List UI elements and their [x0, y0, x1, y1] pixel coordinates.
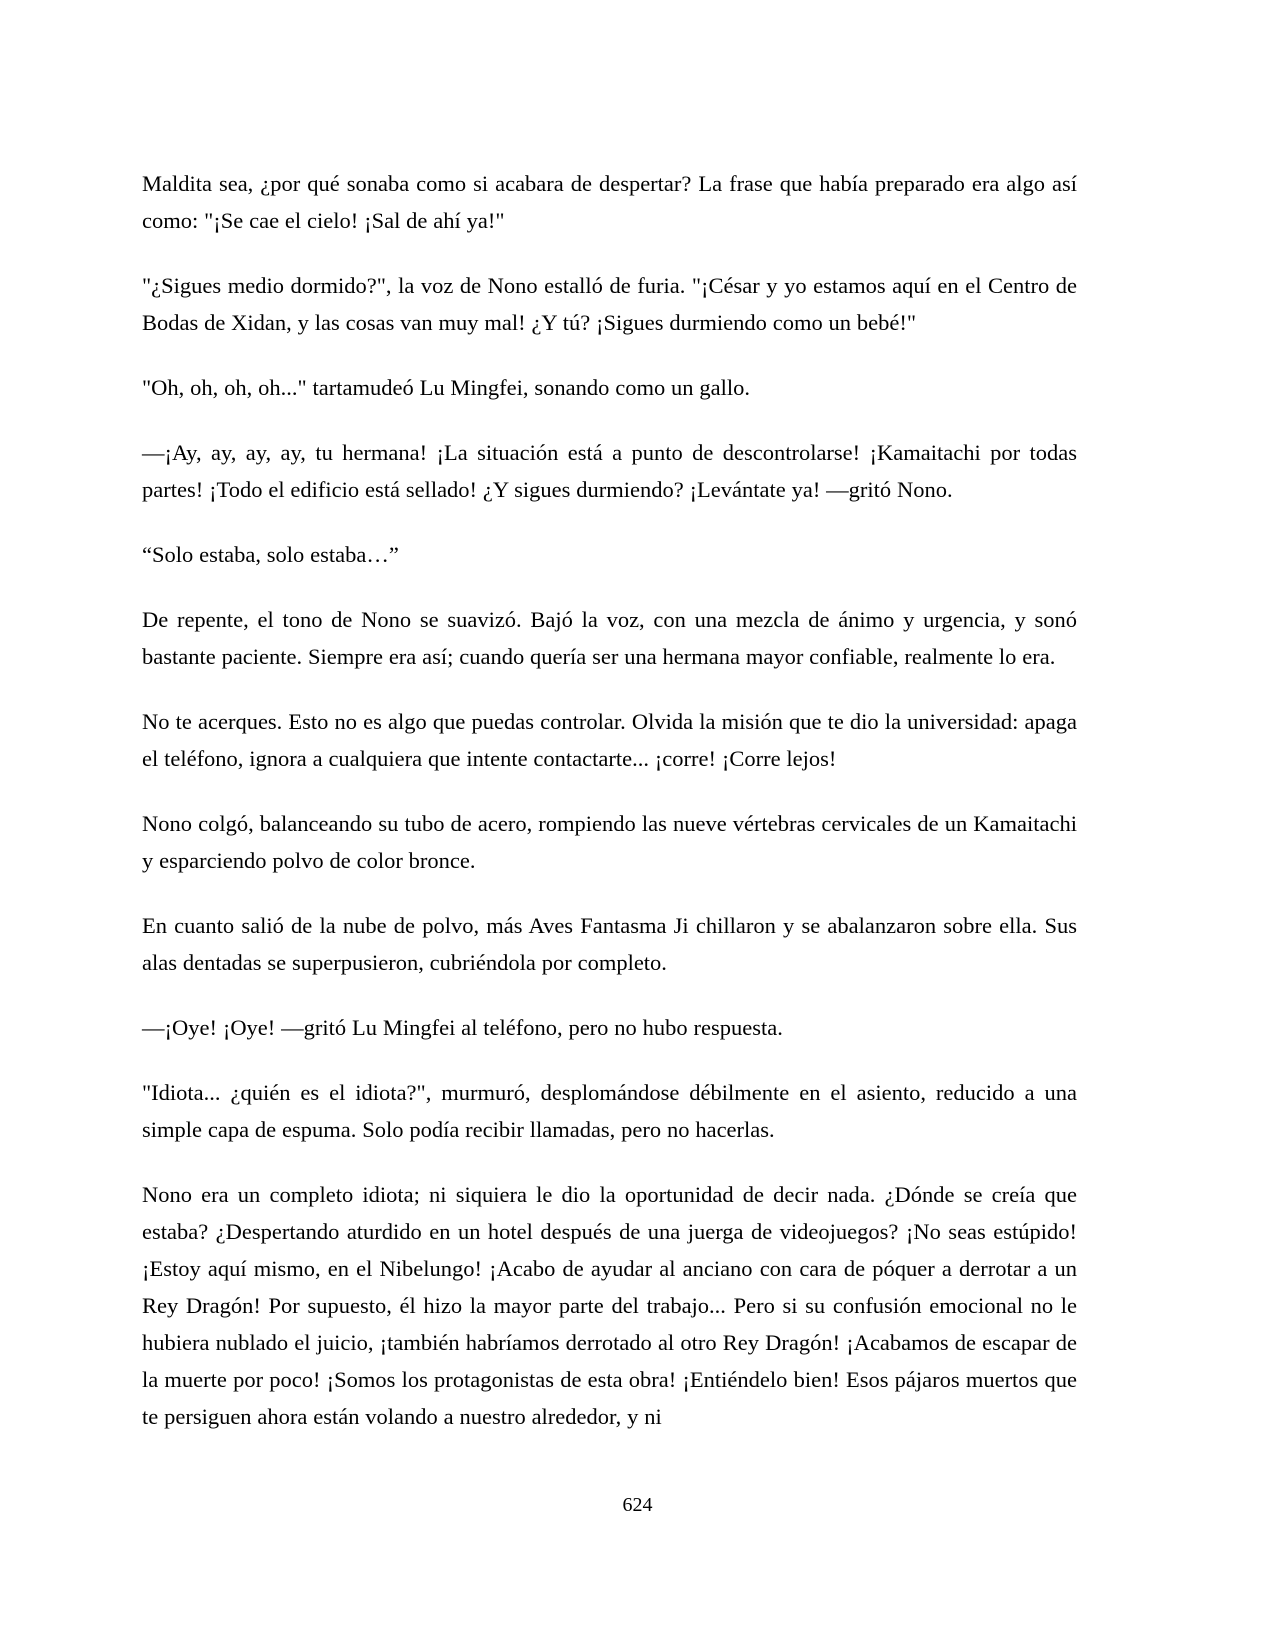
- paragraph: “Solo estaba, solo estaba…”: [142, 542, 399, 567]
- paragraph: "Oh, oh, oh, oh..." tartamudeó Lu Mingfei, sonando como un gallo.: [142, 375, 751, 400]
- paragraph: No te acerques. Esto no es algo que puedas controlar. Olvida la misión que te dio la universidad: apaga el teléfono, ignora a cualquiera que intente contactarte... ¡corre! ¡Corre lejos!: [142, 709, 1077, 771]
- paragraph: —¡Oye! ¡Oye! —gritó Lu Mingfei al teléfono, pero no hubo respuesta.: [142, 1015, 783, 1040]
- paragraph: "Idiota... ¿quién es el idiota?", murmuró, desplomándose débilmente en el asiento, reducido a una simple capa de espuma. Solo podía recibir llamadas, pero no hacerlas.: [142, 1080, 1077, 1142]
- paragraph: En cuanto salió de la nube de polvo, más Aves Fantasma Ji chillaron y se abalanzaron sobre ella. Sus alas dentadas se superpusieron, cubriéndola por completo.: [142, 913, 1077, 975]
- paragraph: Nono era un completo idiota; ni siquiera le dio la oportunidad de decir nada. ¿Dónde se creía que estaba? ¿Despertando aturdido en un hotel después de una juerga de videojuegos? ¡No seas estúpido! ¡Estoy aquí mismo, en el Nibelungo! ¡Acabo de ayudar al anciano con cara de póquer a derrotar a un Rey Dragón! Por supuesto, él hizo la mayor parte del trabajo... Pero si su confusión emocional no le hubiera nublado el juicio, ¡también habríamos derrotado al otro Rey Dragón! ¡Acabamos de escapar de la muerte por poco! ¡Somos los protagonistas de esta obra! ¡Entiéndelo bien! Esos pájaros muertos que te persiguen ahora están volando a nuestro alrededor, y ni: [142, 1182, 1077, 1429]
- paragraph: De repente, el tono de Nono se suavizó. Bajó la voz, con una mezcla de ánimo y urgencia, y sonó bastante paciente. Siempre era así; cuando quería ser una hermana mayor confiable, realmente lo era.: [142, 607, 1077, 669]
- paragraph: "¿Sigues medio dormido?", la voz de Nono estalló de furia. "¡César y yo estamos aquí en el Centro de Bodas de Xidan, y las cosas van muy mal! ¿Y tú? ¡Sigues durmiendo como un bebé!": [142, 273, 1077, 335]
- paragraph: Nono colgó, balanceando su tubo de acero, rompiendo las nueve vértebras cervicales de un Kamaitachi y esparciendo polvo de color bronce.: [142, 811, 1077, 873]
- paragraph: Maldita sea, ¿por qué sonaba como si acabara de despertar? La frase que había preparado era algo así como: "¡Se cae el cielo! ¡Sal de ahí ya!": [142, 171, 1077, 233]
- page-number: 624: [622, 1494, 653, 1516]
- page-body: [142, 165, 1077, 1435]
- paragraph: —¡Ay, ay, ay, ay, tu hermana! ¡La situación está a punto de descontrolarse! ¡Kamaitachi por todas partes! ¡Todo el edificio está sellado! ¿Y sigues durmiendo? ¡Levántate ya! —gritó Nono.: [142, 440, 1077, 502]
